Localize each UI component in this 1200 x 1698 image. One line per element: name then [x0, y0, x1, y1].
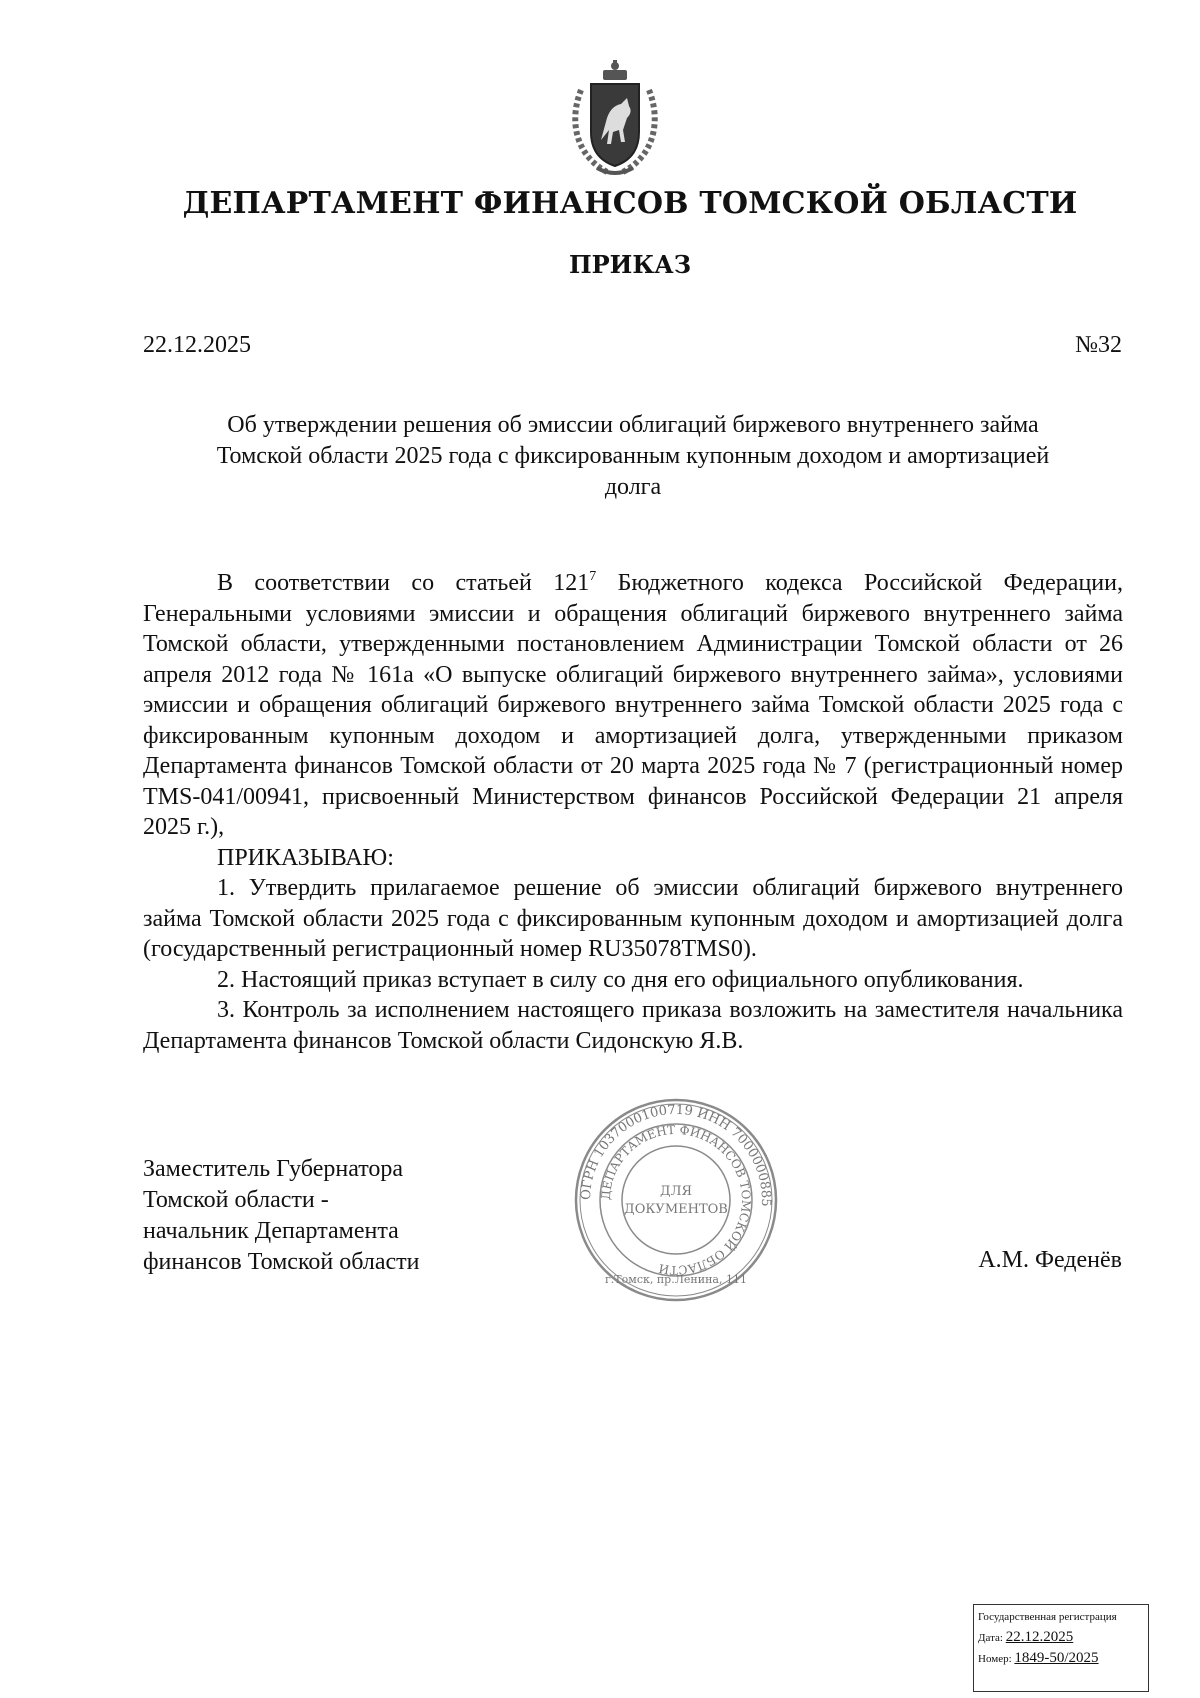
- registration-number-row: [978, 1648, 1144, 1669]
- registration-stamp: [973, 1604, 1149, 1692]
- article-superscript: 7: [589, 569, 597, 584]
- registration-date-row: [978, 1627, 1144, 1648]
- seal-inner-text: ДЕПАРТАМЕНТ ФИНАНСОВ ТОМСКОЙ ОБЛАСТИ: [598, 1122, 754, 1278]
- order-subject: [143, 410, 1123, 503]
- order-word: ПРИКАЗЫВАЮ:: [217, 844, 394, 871]
- order-item-1: 1. Утвердить прилагаемое решение об эмиссии облигаций биржевого внутреннего займа Томской области 2025 года с фиксированным купонным доходом и амортизацией долга (государственный регистрационный номер RU35078TMS0).: [143, 875, 1123, 962]
- preamble-text-rest: Бюджетного кодекса Российской Федерации, Генеральными условиями эмиссии и обращения облигаций биржевого внутреннего займа Томской области, утвержденными постановлением Администрации Томской области от 26 апреля 2012 года № 161а «О выпуске облигаций биржевого внутреннего займа», условиями эмиссии и обращения облигаций биржевого внутреннего займа Томской области 2025 года с фиксированным купонным доходом и амортизацией долга, утвержденными приказом Департамента финансов Томской области от 20 марта 2025 года № 7 (регистрационный номер TMS-041/00941, присвоенный Министерством финансов Российской Федерации 21 апреля 2025 г.),: [143, 570, 1123, 840]
- preamble-paragraph: [143, 568, 1123, 843]
- order-item-2: 2. Настоящий приказ вступает в силу со дня его официального опубликования.: [217, 966, 1024, 993]
- official-seal: [571, 1095, 781, 1305]
- registration-title: Государственная регистрация: [978, 1611, 1117, 1623]
- signer-title-line: Томской области -: [143, 1187, 329, 1213]
- seal-outer-text: ОГРН 1037000100719 ИНН 7000000885: [578, 1102, 774, 1207]
- department-title: ДЕПАРТАМЕНТ ФИНАНСОВ ТОМСКОЙ ОБЛАСТИ: [182, 186, 1078, 221]
- coat-of-arms-emblem: [567, 60, 663, 178]
- preamble-text-start: В соответствии со статьей 121: [217, 570, 590, 596]
- registration-number-label: Номер:: [978, 1653, 1012, 1665]
- registration-date-label: Дата:: [978, 1632, 1003, 1644]
- registration-date-value: 22.12.2025: [1005, 1629, 1074, 1645]
- subject-line: Томской области 2025 года с фиксированным купонным доходом и амортизацией: [216, 443, 1050, 469]
- signer-name: А.М. Феденёв: [978, 1247, 1122, 1273]
- order-body: [143, 568, 1123, 1056]
- seal-center-line2: ДОКУМЕНТОВ: [624, 1202, 728, 1217]
- signer-title-line: Заместитель Губернатора: [143, 1156, 404, 1182]
- signer-title-line: финансов Томской области: [143, 1249, 420, 1275]
- signer-title-line: начальник Департамента: [143, 1218, 399, 1244]
- seal-center-line1: ДЛЯ: [660, 1184, 692, 1199]
- order-date: 22.12.2025: [143, 332, 251, 358]
- subject-line: долга: [604, 474, 662, 500]
- registration-number-value: 1849-50/2025: [1014, 1650, 1099, 1666]
- signer-title: [143, 1154, 483, 1278]
- document-type-title: ПРИКАЗ: [568, 250, 692, 279]
- order-item-3: 3. Контроль за исполнением настоящего приказа возложить на заместителя начальника Департамента финансов Томской области Сидонскую Я.В.: [143, 997, 1123, 1054]
- order-number: №32: [1075, 332, 1122, 358]
- subject-line: Об утверждении решения об эмиссии облигаций биржевого внутреннего займа: [227, 412, 1039, 438]
- seal-address-text: г.Томск, пр.Ленина, 111: [605, 1273, 747, 1286]
